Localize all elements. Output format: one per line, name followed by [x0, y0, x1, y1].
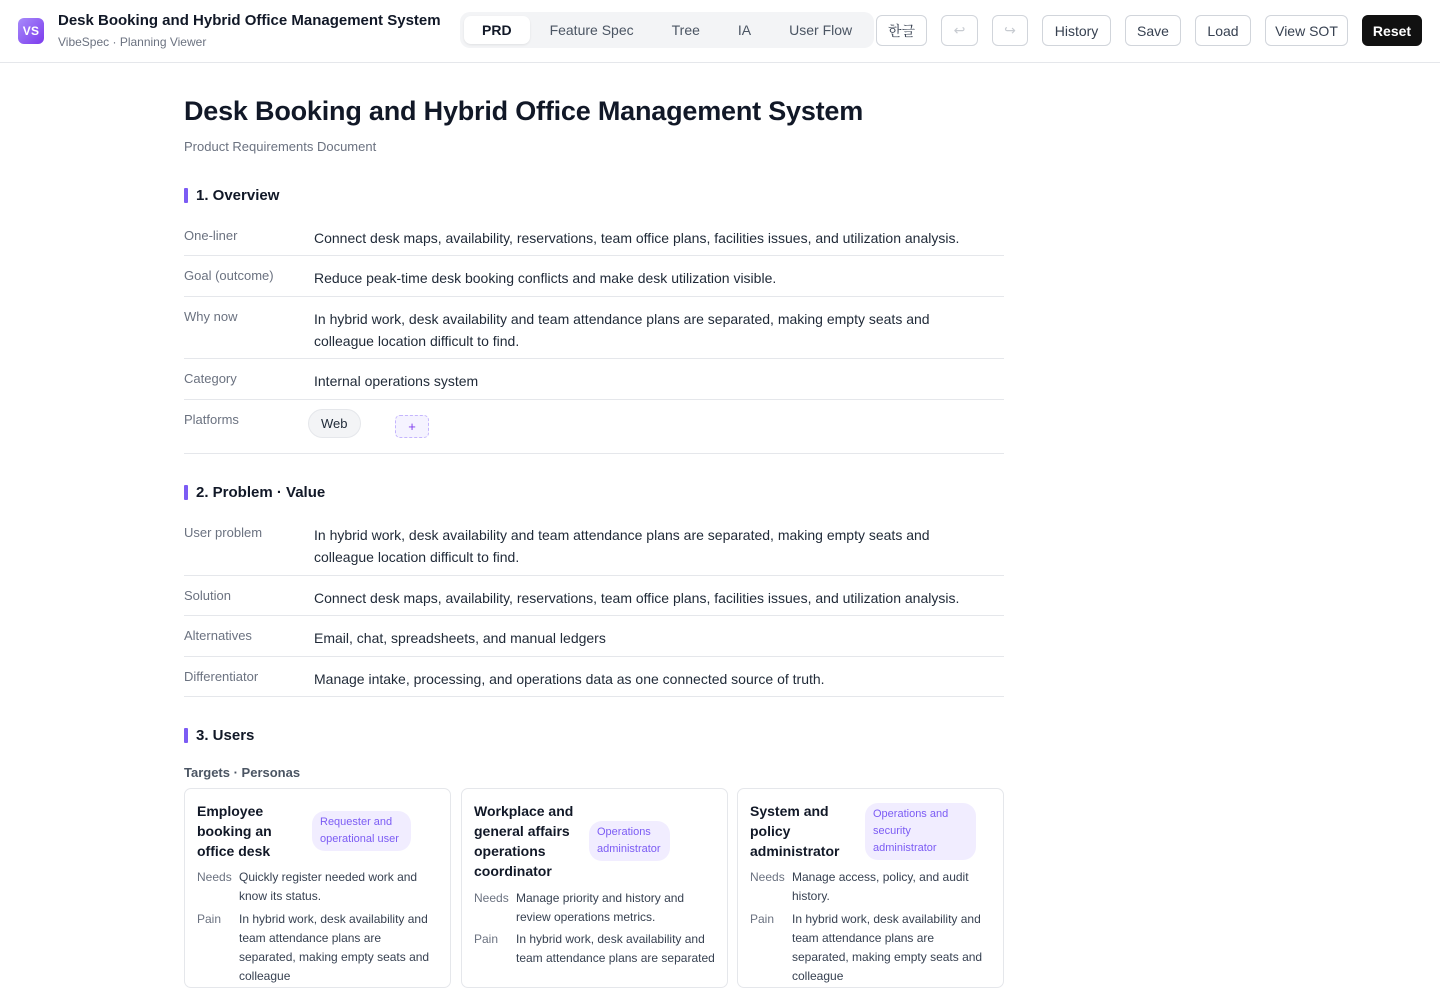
- pain-label: Pain: [474, 932, 499, 946]
- field-label: Goal (outcome): [184, 268, 274, 283]
- persona-card[interactable]: [461, 788, 728, 988]
- field-label: One-liner: [184, 228, 238, 243]
- undo-icon[interactable]: ↩: [941, 15, 978, 46]
- app-logo: VS: [18, 18, 44, 44]
- needs-label: Needs: [474, 891, 509, 905]
- view-tabs: [460, 12, 874, 48]
- field-label: Platforms: [184, 412, 239, 427]
- persona-card[interactable]: [184, 788, 451, 988]
- problem-row-user-problem: [184, 513, 1004, 576]
- needs-label: Needs: [197, 870, 232, 884]
- document-title: Desk Booking and Hybrid Office Management System: [184, 96, 864, 126]
- field-label: User problem: [184, 525, 263, 540]
- document-subtitle: Product Requirements Document: [184, 139, 377, 154]
- top-bar: [0, 0, 1440, 63]
- field-label: Why now: [184, 309, 238, 324]
- tab-prd[interactable]: PRD: [464, 16, 530, 44]
- needs-label: Needs: [750, 870, 785, 884]
- persona-pain: In hybrid work, desk availability and team attendance plans are separated: [516, 932, 715, 965]
- overview-row-category: [184, 359, 1004, 400]
- problem-row-differentiator: [184, 657, 1004, 697]
- persona-name: Workplace and general affairs operations coordinator: [474, 803, 574, 879]
- overview-row-platforms: [184, 400, 1004, 454]
- field-value[interactable]: Email, chat, spreadsheets, and manual ledgers: [314, 630, 606, 646]
- persona-role-badge: Operations and security administrator: [865, 803, 976, 860]
- field-value[interactable]: Manage intake, processing, and operations data as one connected source of truth.: [314, 671, 825, 687]
- field-value[interactable]: Connect desk maps, availability, reservations, team office plans, facilities issues, and utilization analysis.: [314, 230, 960, 246]
- persona-name: Employee booking an office desk: [197, 803, 272, 859]
- tab-ia[interactable]: IA: [737, 22, 752, 38]
- tab-tree[interactable]: Tree: [671, 22, 700, 38]
- app-title: Desk Booking and Hybrid Office Management System: [58, 12, 441, 29]
- tab-feature-spec[interactable]: Feature Spec: [549, 22, 634, 38]
- persona-card[interactable]: [737, 788, 1004, 988]
- history-button[interactable]: History: [1042, 15, 1111, 46]
- field-label: Solution: [184, 588, 231, 603]
- language-toggle-button[interactable]: 한글: [876, 15, 927, 46]
- app-subtitle: VibeSpec · Planning Viewer: [58, 35, 207, 49]
- add-platform-button[interactable]: +: [395, 415, 429, 438]
- field-value[interactable]: In hybrid work, desk availability and team attendance plans are separated, making empty seats and colleague location difficult to find.: [314, 527, 930, 565]
- persona-pain: In hybrid work, desk availability and team attendance plans are separated, making empty seats and colleague: [239, 912, 430, 983]
- section-heading-users: 3. Users: [184, 727, 254, 744]
- field-label: Category: [184, 371, 237, 386]
- field-value[interactable]: Internal operations system: [314, 373, 479, 389]
- field-label: Alternatives: [184, 628, 252, 643]
- load-button[interactable]: Load: [1195, 15, 1251, 46]
- field-label: Differentiator: [184, 669, 259, 684]
- persona-needs: Manage priority and history and review operations metrics.: [516, 891, 685, 924]
- persona-needs: Quickly register needed work and know its status.: [239, 870, 418, 903]
- overview-row-goal: [184, 256, 1004, 297]
- persona-role-badge: Operations administrator: [589, 821, 670, 861]
- persona-pain: In hybrid work, desk availability and team attendance plans are separated, making empty seats and colleague: [792, 912, 983, 983]
- reset-button[interactable]: Reset: [1362, 15, 1422, 46]
- section-heading-overview: 1. Overview: [184, 187, 279, 204]
- field-value[interactable]: Reduce peak-time desk booking conflicts and make desk utilization visible.: [314, 270, 777, 286]
- overview-row-why-now: [184, 297, 1004, 359]
- problem-row-solution: [184, 576, 1004, 616]
- personas-subheading: Targets · Personas: [184, 765, 301, 780]
- pain-label: Pain: [750, 912, 775, 926]
- persona-role-badge: Requester and operational user: [312, 811, 411, 851]
- persona-needs: Manage access, policy, and audit history.: [792, 870, 969, 903]
- redo-icon[interactable]: ↪: [992, 15, 1028, 46]
- overview-row-one-liner: [184, 216, 1004, 256]
- persona-name: System and policy administrator: [750, 803, 840, 859]
- pain-label: Pain: [197, 912, 222, 926]
- field-value[interactable]: Connect desk maps, availability, reservations, team office plans, facilities issues, and utilization analysis.: [314, 590, 960, 606]
- field-value[interactable]: In hybrid work, desk availability and team attendance plans are separated, making empty seats and colleague location difficult to find.: [314, 311, 930, 349]
- problem-row-alternatives: [184, 616, 1004, 657]
- view-sot-button[interactable]: View SOT: [1265, 15, 1348, 46]
- platform-chip[interactable]: Web: [308, 409, 361, 438]
- tab-user-flow[interactable]: User Flow: [789, 22, 853, 38]
- section-heading-problem: 2. Problem · Value: [184, 484, 325, 501]
- save-button[interactable]: Save: [1125, 15, 1181, 46]
